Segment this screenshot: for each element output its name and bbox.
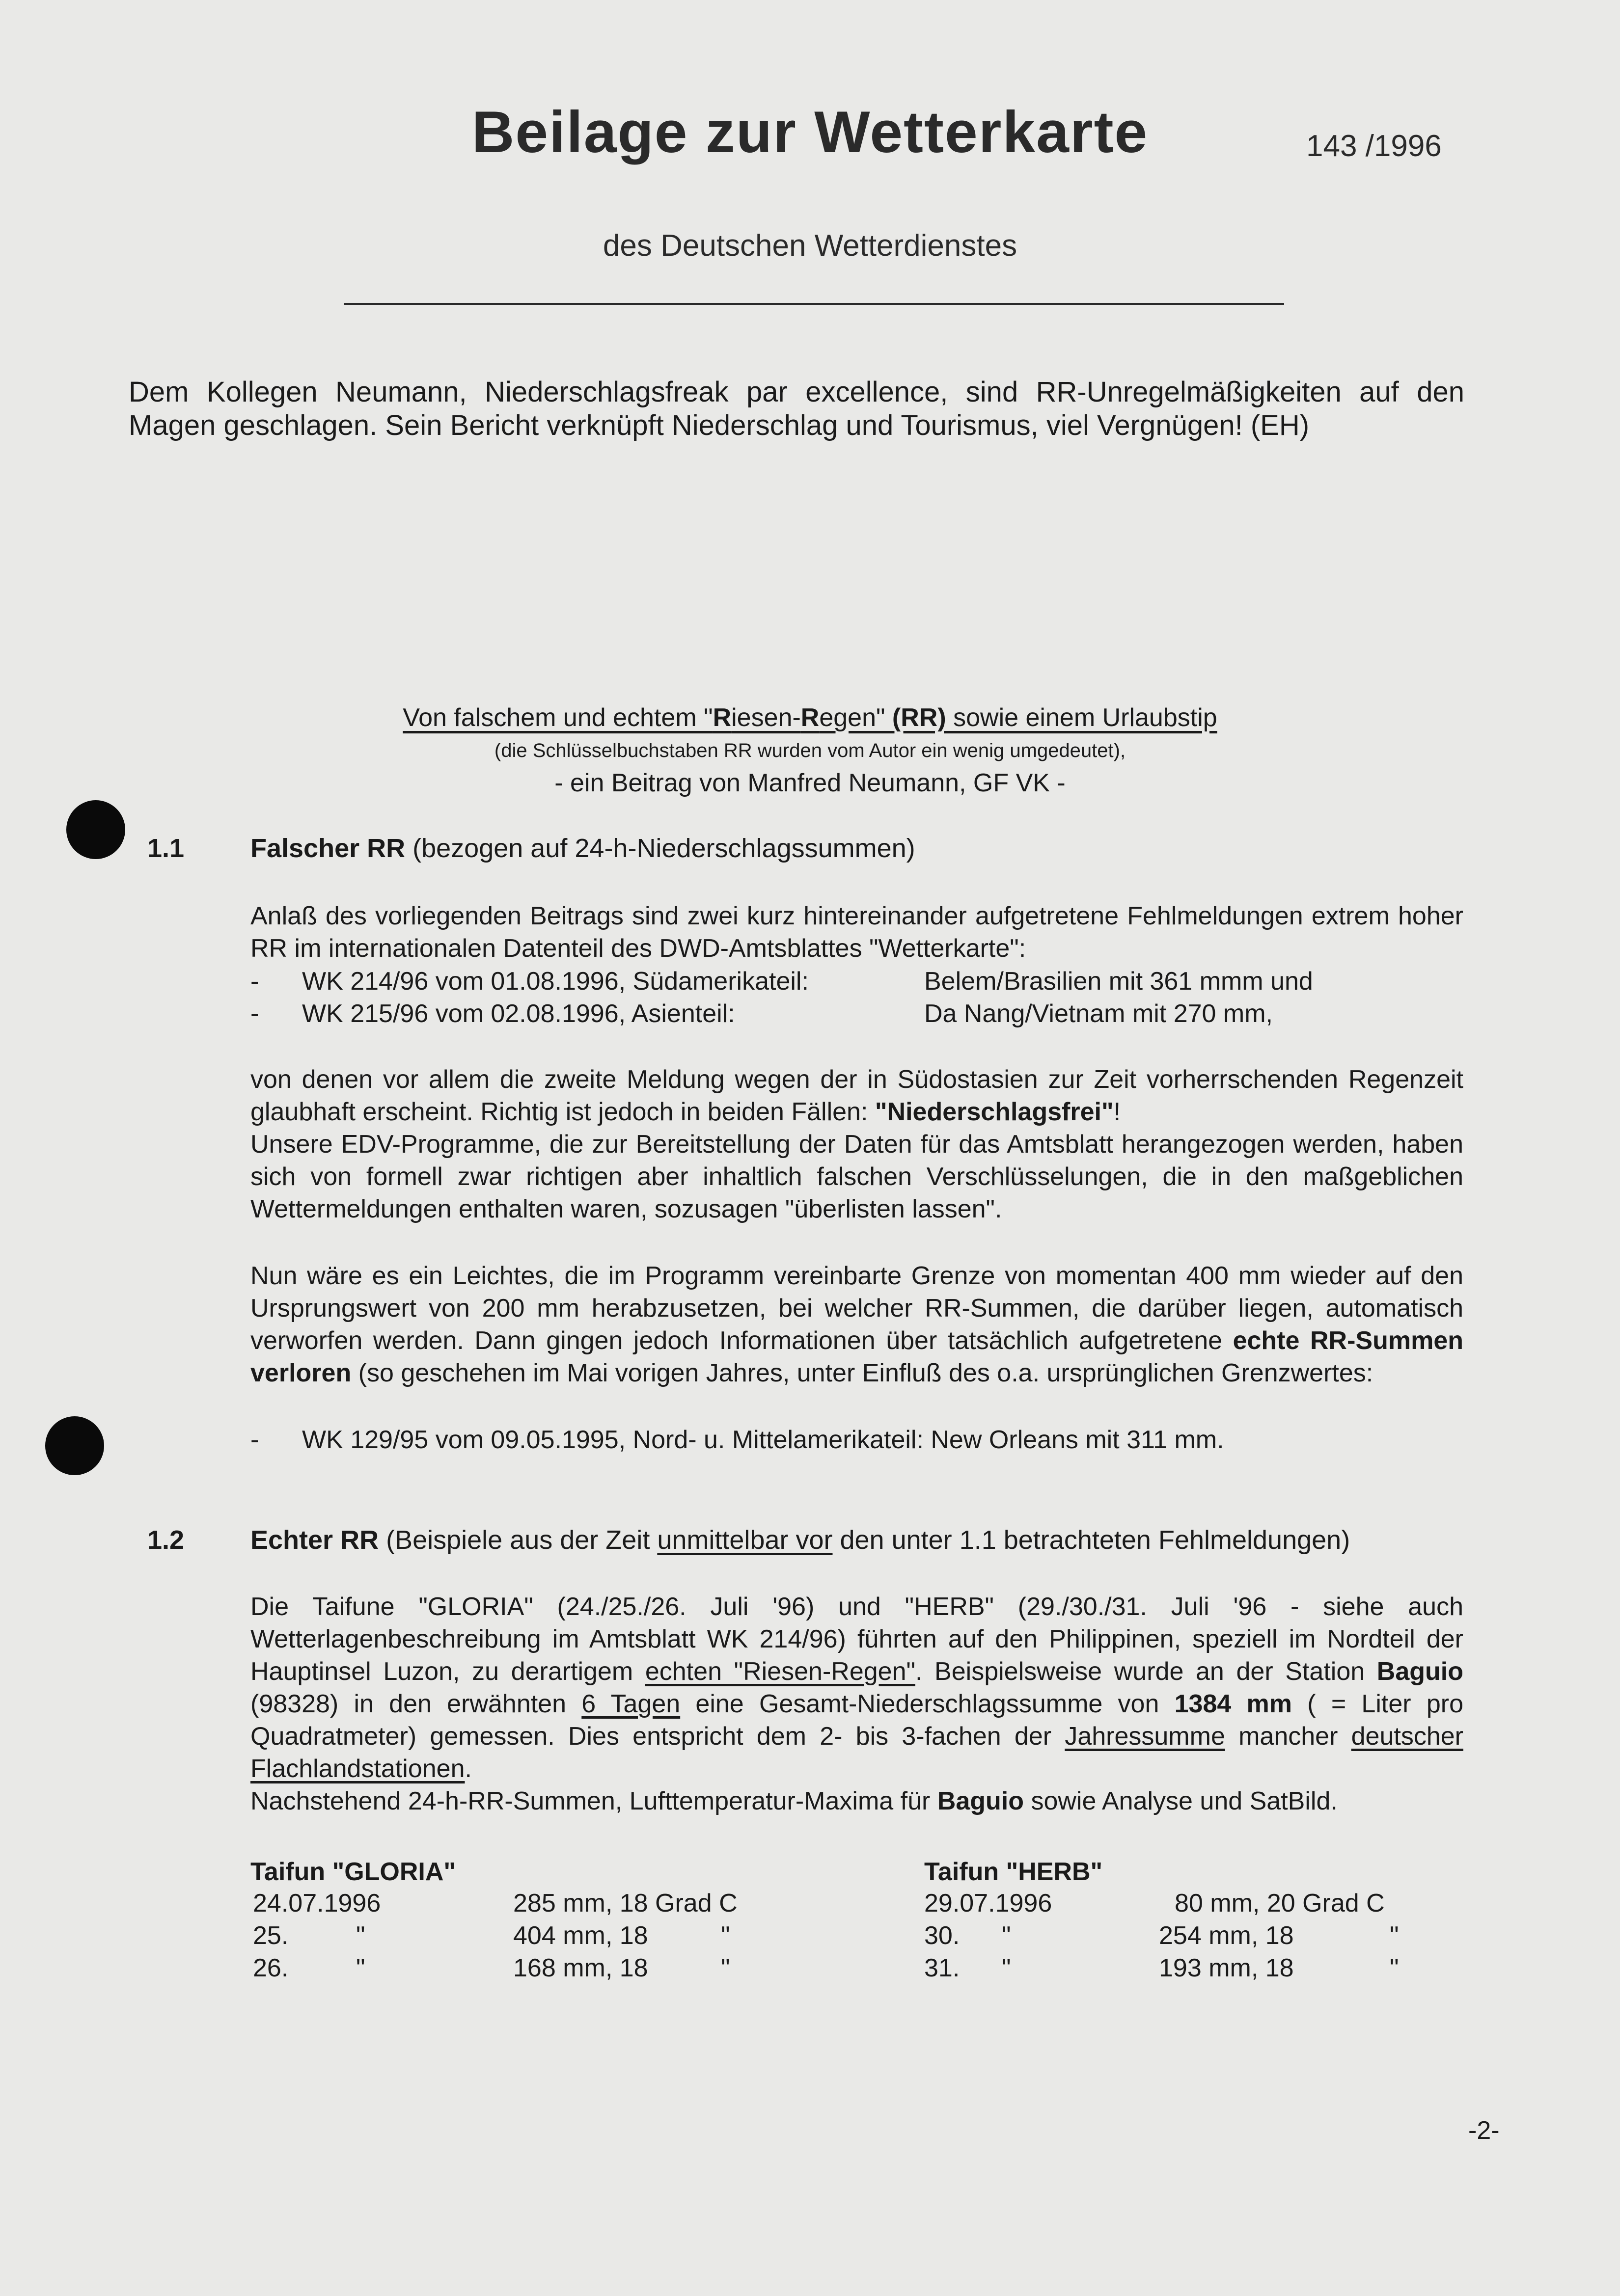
gloria-ditto-3: " bbox=[356, 1954, 365, 1982]
s11-paragraph-1: Anlaß des vorliegenden Beitrags sind zwei kurz hintereinander aufgetretene Fehlmeldungen extrem hoher RR im internationalen Datenteil des DWD-Amtsblattes "Wetterkarte": bbox=[250, 902, 1463, 963]
gloria-value-1: 285 mm, 18 Grad C bbox=[513, 1889, 738, 1918]
herb-value-3: 193 mm, 18 bbox=[1159, 1954, 1294, 1982]
s11-paragraph-2: von denen vor allem die zweite Meldung wegen der in Südostasien zur Zeit vorherrschenden Regenzeit glaubhaft erscheint. Richtig ist jedoch in beiden Fällen: "Niederschlagsfrei"! Unsere EDV-Programme, die zur Bereitstellung der Daten für das Amtsblatt herangezogen werden, haben sich von formell zwar richtigen aber inhaltlich falschen Verschlüsselungen, die in den maßgeblichen Wettermeldungen enthalten waren, sozusagen "überlisten lassen". bbox=[250, 1065, 1463, 1223]
herb-value-2: 254 mm, 18 bbox=[1159, 1921, 1294, 1950]
herb-date-3: 31. bbox=[924, 1954, 960, 1982]
article-subtitle: (die Schlüsselbuchstaben RR wurden vom Autor ein wenig umgedeutet), bbox=[494, 740, 1126, 761]
article-title: Von falschem und echtem "Riesen-Regen" (RR) sowie einem Urlaubstip bbox=[403, 703, 1217, 732]
herb-heading: Taifun "HERB" bbox=[924, 1858, 1103, 1886]
s11-list-value-2: Da Nang/Vietnam mit 270 mm, bbox=[924, 999, 1273, 1028]
gloria-date-1: 24.07.1996 bbox=[253, 1889, 381, 1918]
s11-list-item-2: WK 215/96 vom 02.08.1996, Asienteil: bbox=[302, 999, 735, 1028]
punch-hole-top bbox=[66, 800, 125, 859]
s11-list-value-1: Belem/Brasilien mit 361 mmm und bbox=[924, 967, 1313, 996]
s12-paragraph-1: Die Taifune "GLORIA" (24./25./26. Juli '96) und "HERB" (29./30./31. Juli '96 - siehe auch Wetterlagenbeschreibung im Amtsblatt WK 214/96) führten auf den Philippinen, speziell im Nordteil der Hauptinsel Luzon, zu derartigem echten "Riesen-Regen". Beispielsweise wurde an der Station Baguio (98328) in den erwähnten 6 Tagen eine Gesamt-Niederschlagssumme von 1384 mm ( = Liter pro Quadratmeter) gemessen. Dies entspricht dem 2- bis 3-fachen der Jahressumme mancher deutscher Flachlandstationen. Nachstehend 24-h-RR-Summen, Lufttemperatur-Maxima für Baguio sowie Analyse und SatBild. bbox=[250, 1593, 1464, 1815]
section-heading-1-2: Echter RR (Beispiele aus der Zeit unmittelbar vor den unter 1.1 betrachteten Fehlmeldungen) bbox=[250, 1525, 1350, 1555]
s11-list2-item: WK 129/95 vom 09.05.1995, Nord- u. Mittelamerikateil: New Orleans mit 311 mm. bbox=[302, 1426, 1224, 1454]
page-number: -2- bbox=[1468, 2116, 1500, 2145]
section-heading-1-1: Falscher RR (bezogen auf 24-h-Niederschlagssummen) bbox=[250, 834, 915, 863]
document-title: Beilage zur Wetterkarte bbox=[471, 99, 1149, 165]
article-author: - ein Beitrag von Manfred Neumann, GF VK - bbox=[554, 769, 1066, 797]
s11-list-dash-1: - bbox=[250, 967, 259, 996]
document-subtitle: des Deutschen Wetterdienstes bbox=[603, 229, 1017, 263]
gloria-ditto2-2: " bbox=[721, 1921, 730, 1950]
gloria-value-3: 168 mm, 18 bbox=[513, 1954, 648, 1982]
herb-date-2: 30. bbox=[924, 1921, 960, 1950]
section-number-1-1: 1.1 bbox=[147, 834, 185, 863]
s11-list-item-1: WK 214/96 vom 01.08.1996, Südamerikateil: bbox=[302, 967, 809, 996]
gloria-date-3: 26. bbox=[253, 1954, 289, 1982]
herb-value-1: 80 mm, 20 Grad C bbox=[1175, 1889, 1385, 1918]
gloria-ditto2-3: " bbox=[721, 1954, 730, 1982]
herb-ditto2-3: " bbox=[1390, 1954, 1399, 1982]
herb-ditto-3: " bbox=[1002, 1954, 1011, 1982]
s11-paragraph-3: Nun wäre es ein Leichtes, die im Programm vereinbarte Grenze von momentan 400 mm wieder auf den Ursprungswert von 200 mm herabzusetzen, bei welcher RR-Summen, die darüber liegen, automatisch verworfen werden. Dann gingen jedoch Informationen über tatsächlich aufgetretene echte RR-Summen verloren (so geschehen im Mai vorigen Jahres, unter Einfluß des o.a. ursprünglichen Grenzwertes: bbox=[250, 1262, 1463, 1387]
gloria-date-2: 25. bbox=[253, 1921, 289, 1950]
gloria-ditto-2: " bbox=[356, 1921, 365, 1950]
header-rule bbox=[344, 303, 1284, 305]
herb-date-1: 29.07.1996 bbox=[924, 1889, 1052, 1918]
s11-list-dash-2: - bbox=[250, 999, 259, 1028]
gloria-heading: Taifun "GLORIA" bbox=[250, 1858, 456, 1886]
herb-ditto-2: " bbox=[1002, 1921, 1011, 1950]
herb-ditto2-2: " bbox=[1390, 1921, 1399, 1950]
s11-list2-dash: - bbox=[250, 1426, 259, 1454]
issue-number: 143 /1996 bbox=[1306, 129, 1442, 163]
section-number-1-2: 1.2 bbox=[147, 1525, 185, 1555]
punch-hole-bottom bbox=[45, 1416, 104, 1475]
editor-intro: Dem Kollegen Neumann, Niederschlagsfreak par excellence, sind RR-Unregelmäßigkeiten auf den Magen geschlagen. Sein Bericht verknüpft Niederschlag und Tourismus, viel Vergnügen! (EH) bbox=[129, 376, 1464, 441]
gloria-value-2: 404 mm, 18 bbox=[513, 1921, 648, 1950]
